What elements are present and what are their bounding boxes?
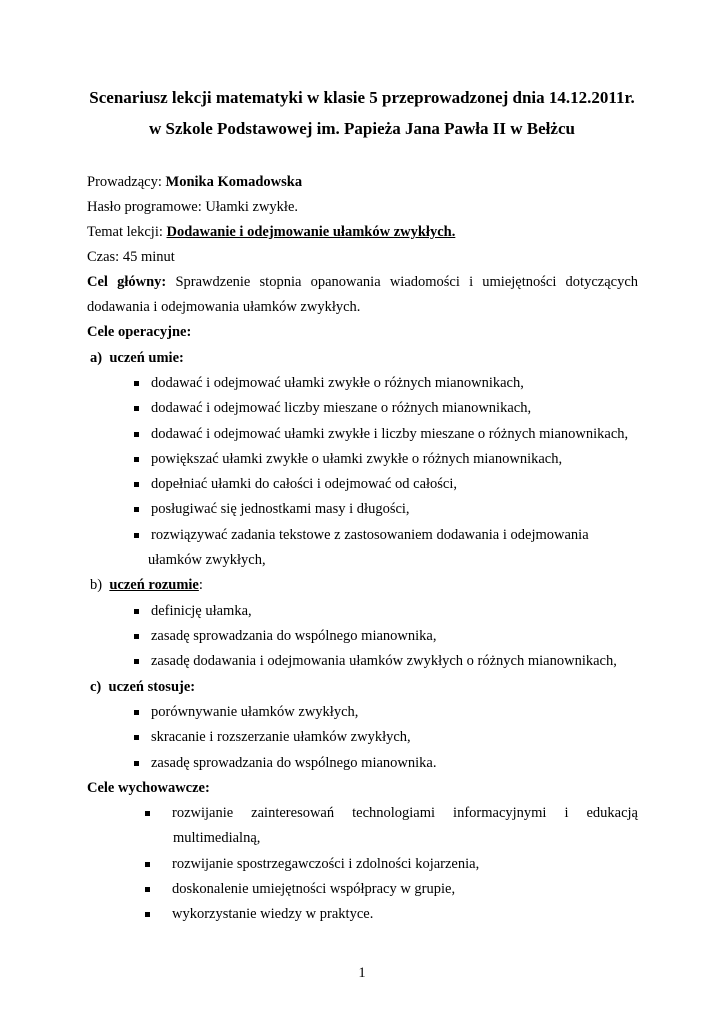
square-bullet-icon: [134, 710, 139, 715]
time-line: Czas: 45 minut: [87, 249, 175, 265]
square-bullet-icon: [134, 432, 139, 437]
square-bullet-icon: [145, 862, 150, 867]
page-number: 1: [358, 965, 366, 981]
section-b-marker: b): [90, 577, 103, 593]
document-title-line1: Scenariusz lekcji matematyki w klasie 5 przeprowadzonej dnia 14.12.2011r.: [89, 88, 635, 107]
square-bullet-icon: [134, 634, 139, 639]
section-b-label: uczeń rozumie: [109, 577, 199, 593]
square-bullet-icon: [134, 609, 139, 614]
motto-label: Hasło programowe:: [87, 199, 202, 215]
document-title-line2: w Szkole Podstawowej im. Papieża Jana Pawła II w Bełżcu: [149, 119, 575, 138]
square-bullet-icon: [145, 912, 150, 917]
teacher-line: [87, 174, 302, 191]
topic-label: Temat lekcji:: [87, 224, 163, 240]
section-b-heading: [90, 577, 203, 594]
list-item-continuation: ułamków zwykłych,: [148, 552, 266, 568]
educational-goals-heading: Cele wychowawcze:: [87, 780, 210, 796]
square-bullet-icon: [134, 659, 139, 664]
main-goal-text1: Sprawdzenie stopnia opanowania wiadomości i umiejętności dotyczących: [175, 274, 638, 290]
square-bullet-icon: [134, 482, 139, 487]
motto-line: [87, 199, 298, 216]
topic-line: [87, 224, 455, 241]
square-bullet-icon: [134, 761, 139, 766]
square-bullet-icon: [145, 811, 150, 816]
topic-value: Dodawanie i odejmowanie ułamków zwykłych.: [166, 224, 456, 240]
list-item-continuation: multimedialną,: [173, 830, 261, 846]
square-bullet-icon: [134, 457, 139, 462]
square-bullet-icon: [134, 381, 139, 386]
section-a-label: uczeń umie:: [109, 350, 184, 366]
main-goal-line1: [87, 274, 638, 291]
teacher-name: Monika Komadowska: [165, 174, 303, 190]
section-a-heading: [90, 350, 184, 367]
square-bullet-icon: [145, 887, 150, 892]
section-c-heading: [90, 679, 195, 696]
document-page: Scenariusz lekcji matematyki w klasie 5 przeprowadzonej dnia 14.12.2011r. w Szkole Podstawowej im. Papieża Jana Pawła II w Bełżcu Prowadzący: Monika Komadowska Hasło programowe: Ułamki zwykłe. Temat lekcji: Dodawanie i odejmowanie ułamków zwykłych. Czas: 45 minut Cel główny: Sprawdzenie stopnia opanowania wiadomości i umiejętności dotyczących dodawania i odejmowania ułamków zwykłych. Cele operacyjne: a) uczeń umie: dodawać i odejmować ułamki zwykłe o różnych mianownikach, dodawać i odejmować liczby mieszane o różnych mianownikach, dodawać i odejmować ułamki zwykłe i liczby mieszane o różnych mianownikach, powiększać ułamki zwykłe o ułamki zwykłe o różnych mianownikach, dopełniać ułamki do całości i odejmować od całości, posługiwać się jednostkami masy i długości, rozwiązywać zadania tekstowe z zastosowaniem dodawania i odejmowania ułamków zwykłych, b) uczeń rozumie: definicję ułamka, zasadę sprowadzania do wspólnego mianownika, zasadę dodawania i odejmowania ułamków zwykłych o różnych mianownikach, c) uczeń stosuje: porównywanie ułamków zwykłych, skracanie i rozszerzanie ułamków zwykłych, zasadę sprowadzania do wspólnego mianownika. Cele wychowawcze: rozwijanie zainteresowań technologiami informacyjnymi i edukacją multimedialną, rozwijanie spostrzegawczości i zdolności kojarzenia, doskonalenie umiejętności współpracy w grupie, wykorzystanie wiedzy w praktyce. 1: [0, 0, 724, 1024]
square-bullet-icon: [134, 406, 139, 411]
section-c-label: uczeń stosuje:: [108, 679, 196, 695]
motto-value: Ułamki zwykłe.: [205, 199, 299, 215]
square-bullet-icon: [134, 735, 139, 740]
main-goal-line2: dodawania i odejmowania ułamków zwykłych.: [87, 299, 361, 315]
square-bullet-icon: [134, 507, 139, 512]
square-bullet-icon: [134, 533, 139, 538]
teacher-label: Prowadzący:: [87, 174, 162, 190]
section-a-marker: a): [90, 350, 103, 366]
main-goal-label: Cel główny:: [87, 274, 167, 290]
operational-goals-heading: Cele operacyjne:: [87, 324, 192, 340]
section-c-marker: c): [90, 679, 102, 695]
section-b-colon: :: [198, 577, 203, 593]
